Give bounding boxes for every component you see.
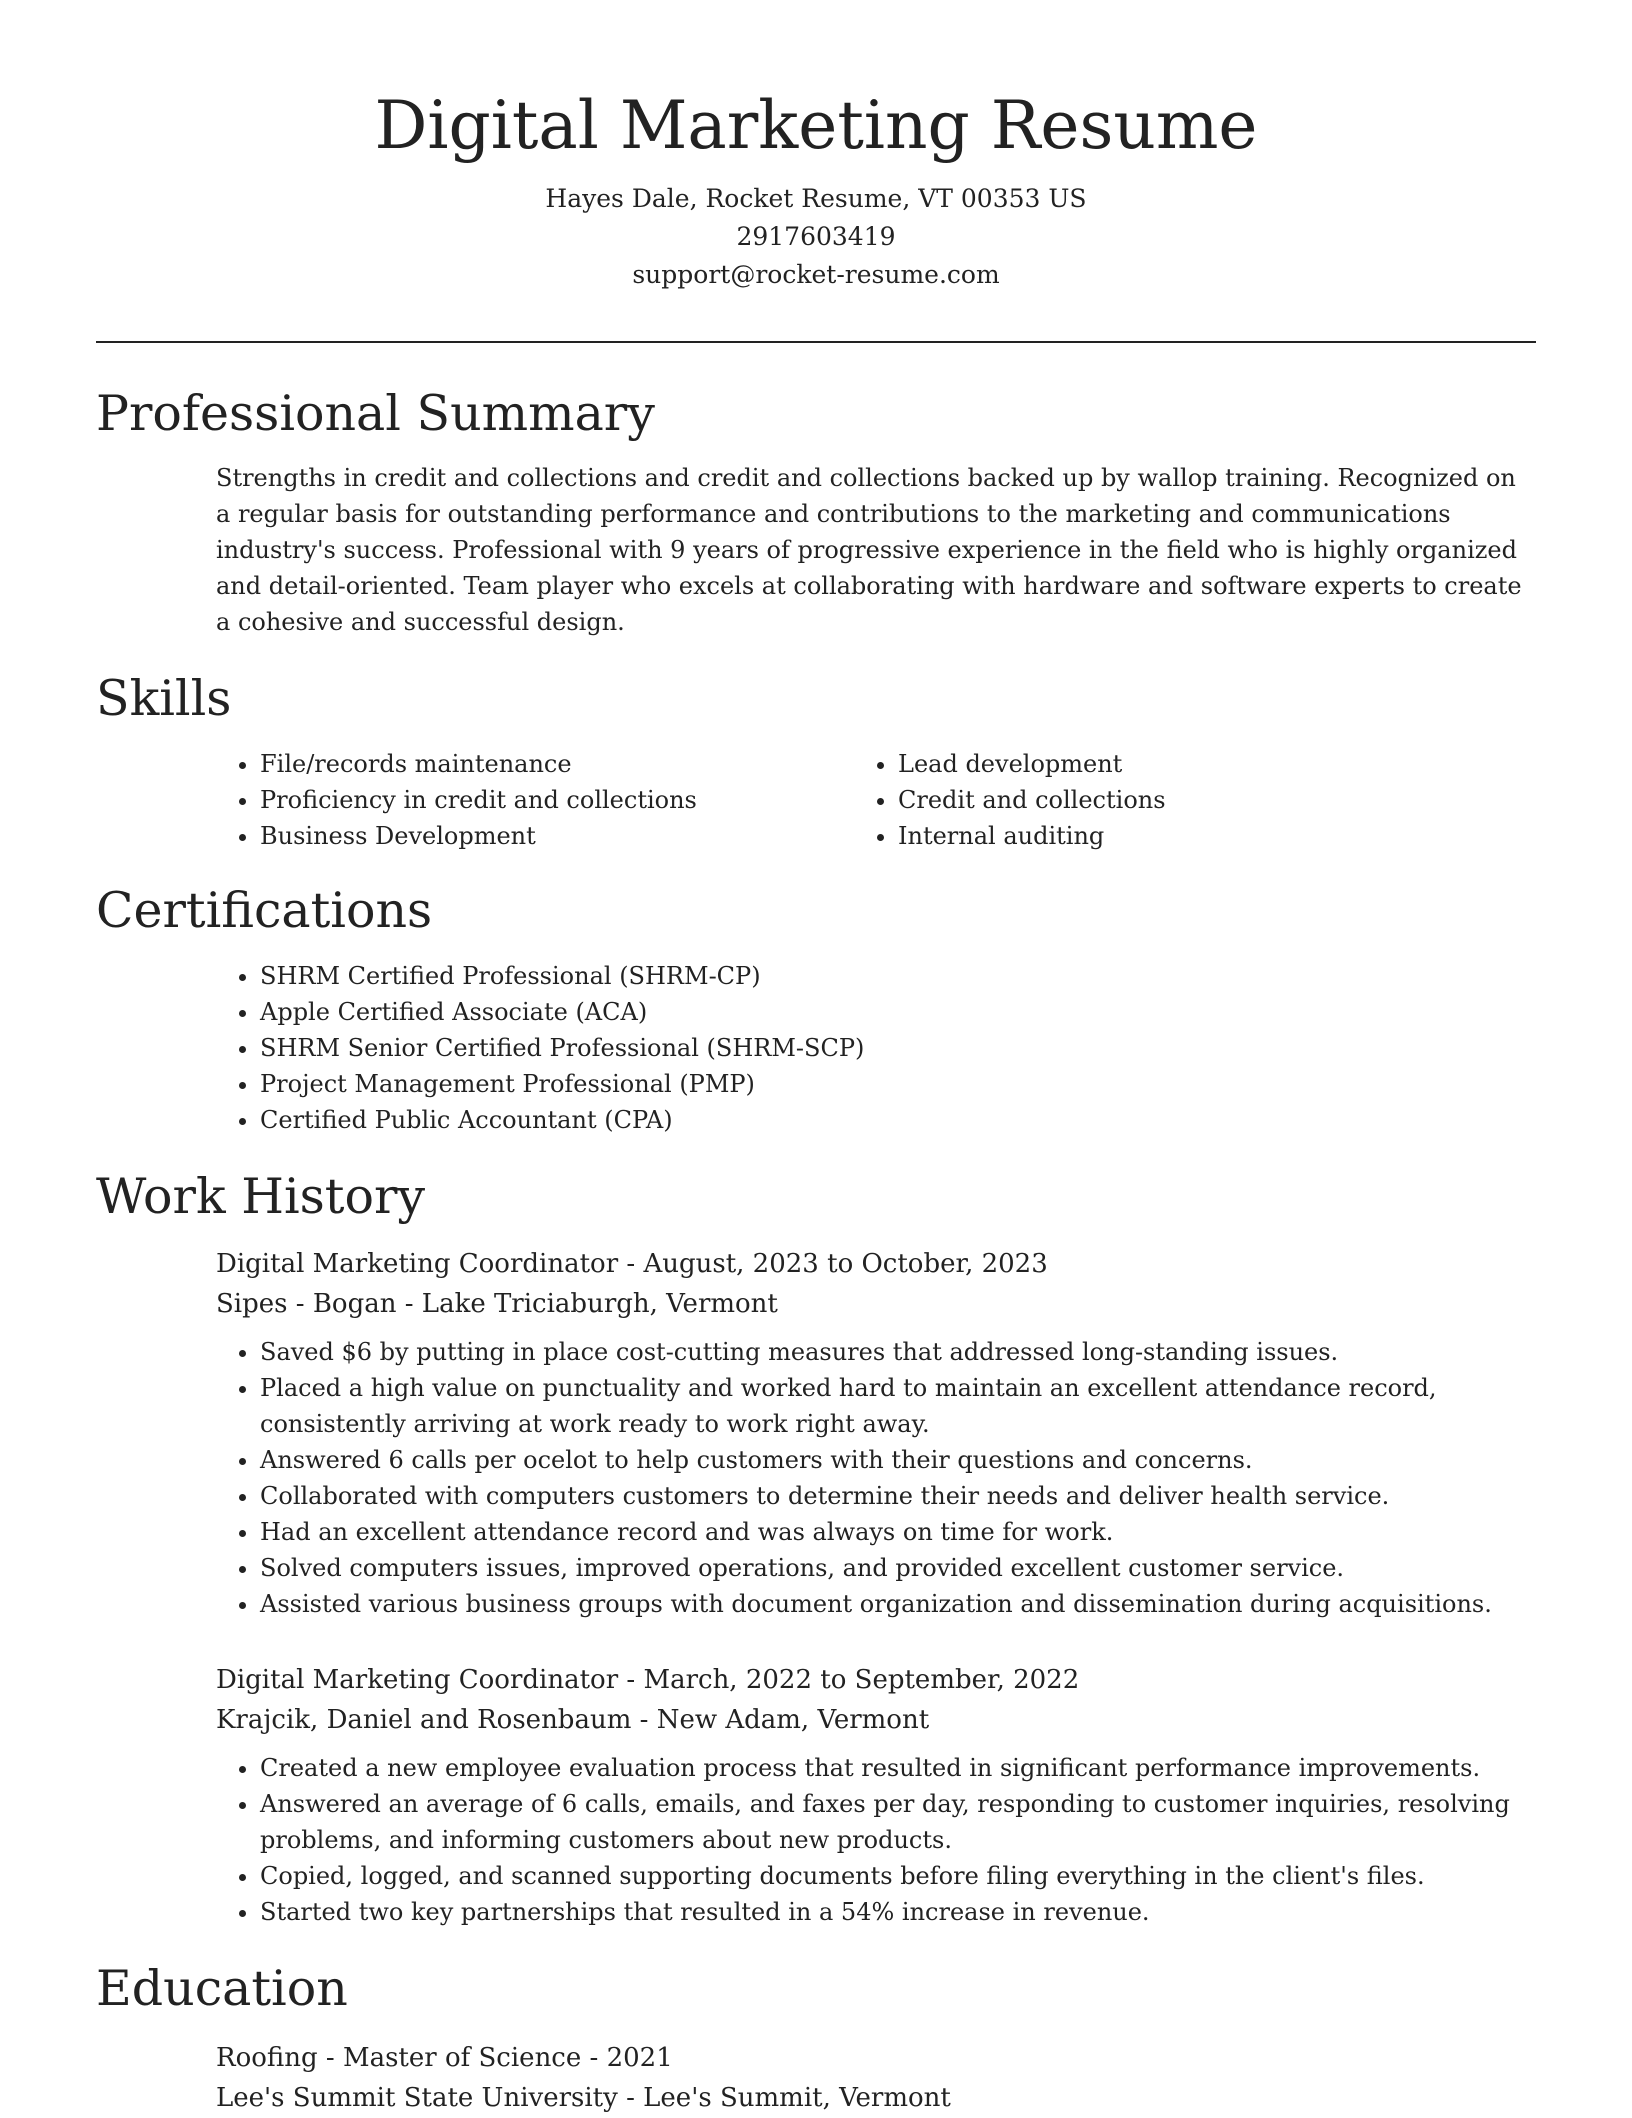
certification-item: • Apple Certified Associate (ACA): [260, 994, 1536, 1030]
job-company-line: Sipes - Bogan - Lake Triciaburgh, Vermont: [216, 1289, 778, 1319]
job-entry: [216, 1244, 1536, 1622]
certification-item: • Certified Public Accountant (CPA): [260, 1102, 1536, 1138]
education-year: 2021: [606, 2043, 673, 2073]
job-dates: August, 2023 to October, 2023: [643, 1249, 1048, 1279]
summary-text: Strengths in credit and collections and credit and collections backed up by wallop training. Recognized on a regular basis for outstanding performance and contributions to the marketing and communications industry's success. Professional with 9 years of progressive experience in the field who is highly organized and detail-oriented. Team player who excels at collaborating with hardware and software experts to create a cohesive and successful design.: [216, 464, 1522, 636]
certification-item: • Project Management Professional (PMP): [260, 1066, 1536, 1102]
skill-item: • Proficiency in credit and collections: [260, 782, 898, 818]
contact-phone: 2917603419: [736, 222, 896, 251]
education-location: Lee's Summit, Vermont: [643, 2083, 951, 2113]
contact-address: Hayes Dale, Rocket Resume, VT 00353 US: [545, 184, 1087, 213]
education-degree-line: Roofing - Master of Science - 2021: [216, 2043, 673, 2073]
job-bullet: • Collaborated with computers customers to determine their needs and deliver health service.: [260, 1478, 1536, 1514]
job-bullet: • Assisted various business groups with document organization and dissemination during acquisitions.: [260, 1586, 1536, 1622]
skill-item: • Lead development: [898, 746, 1536, 782]
job-title-line: Digital Marketing Coordinator - March, 2022 to September, 2022: [216, 1665, 1080, 1695]
job-company: Sipes - Bogan: [216, 1289, 397, 1319]
resume-title: Digital Marketing Resume: [374, 87, 1258, 164]
job-bullet: • Had an excellent attendance record and was always on time for work.: [260, 1514, 1536, 1550]
job-bullet: • Created a new employee evaluation process that resulted in significant performance improvements.: [260, 1750, 1536, 1786]
skills-heading: Skills: [96, 670, 232, 727]
resume-header: [0, 80, 1632, 294]
certifications-heading: Certifications: [96, 882, 433, 939]
education-school-line: Lee's Summit State University - Lee's Summit, Vermont: [216, 2083, 951, 2113]
job-company-line: Krajcik, Daniel and Rosenbaum - New Adam, Vermont: [216, 1705, 930, 1735]
job-bullet: • Answered an average of 6 calls, emails, and faxes per day, responding to customer inquiries, resolving problems, and informing customers about new products.: [260, 1786, 1536, 1858]
job-dates: March, 2022 to September, 2022: [643, 1665, 1080, 1695]
job-bullet: • Answered 6 calls per ocelot to help customers with their questions and concerns.: [260, 1442, 1536, 1478]
certifications-list: [216, 958, 1536, 1138]
job-bullets: [216, 1334, 1536, 1622]
job-bullet: • Saved $6 by putting in place cost-cutting measures that addressed long-standing issues.: [260, 1334, 1536, 1370]
education-entry: [216, 2038, 1536, 2118]
skill-item: • Business Development: [260, 818, 898, 854]
contact-email: support@rocket-resume.com: [632, 260, 1000, 289]
job-bullet: • Solved computers issues, improved operations, and provided excellent customer service.: [260, 1550, 1536, 1586]
skill-item: • Credit and collections: [898, 782, 1536, 818]
summary-heading: Professional Summary: [96, 385, 655, 442]
contact-block: [0, 180, 1632, 294]
work-history-heading: Work History: [96, 1168, 426, 1225]
skills-list: [216, 746, 1536, 854]
skill-item: • File/records maintenance: [260, 746, 898, 782]
education-field: Roofing: [216, 2043, 318, 2073]
job-entry: [216, 1660, 1536, 1930]
education-degree: Master of Science: [342, 2043, 582, 2073]
job-bullet: • Placed a high value on punctuality and worked hard to maintain an excellent attendance record, consistently arriving at work ready to work right away.: [260, 1370, 1536, 1442]
job-company: Krajcik, Daniel and Rosenbaum: [216, 1705, 632, 1735]
education-school: Lee's Summit State University: [216, 2083, 618, 2113]
job-location: New Adam, Vermont: [656, 1705, 930, 1735]
job-location: Lake Triciaburgh, Vermont: [421, 1289, 778, 1319]
skill-item: • Internal auditing: [898, 818, 1536, 854]
job-title-line: Digital Marketing Coordinator - August, 2023 to October, 2023: [216, 1249, 1048, 1279]
job-bullets: [216, 1750, 1536, 1930]
job-title: Digital Marketing Coordinator: [216, 1665, 619, 1695]
job-bullet: • Started two key partnerships that resulted in a 54% increase in revenue.: [260, 1894, 1536, 1930]
header-divider: [96, 341, 1536, 343]
education-heading: Education: [96, 1960, 348, 2017]
job-title: Digital Marketing Coordinator: [216, 1249, 619, 1279]
certification-item: • SHRM Certified Professional (SHRM-CP): [260, 958, 1536, 994]
job-bullet: • Copied, logged, and scanned supporting documents before filing everything in the client's files.: [260, 1858, 1536, 1894]
certification-item: • SHRM Senior Certified Professional (SHRM-SCP): [260, 1030, 1536, 1066]
